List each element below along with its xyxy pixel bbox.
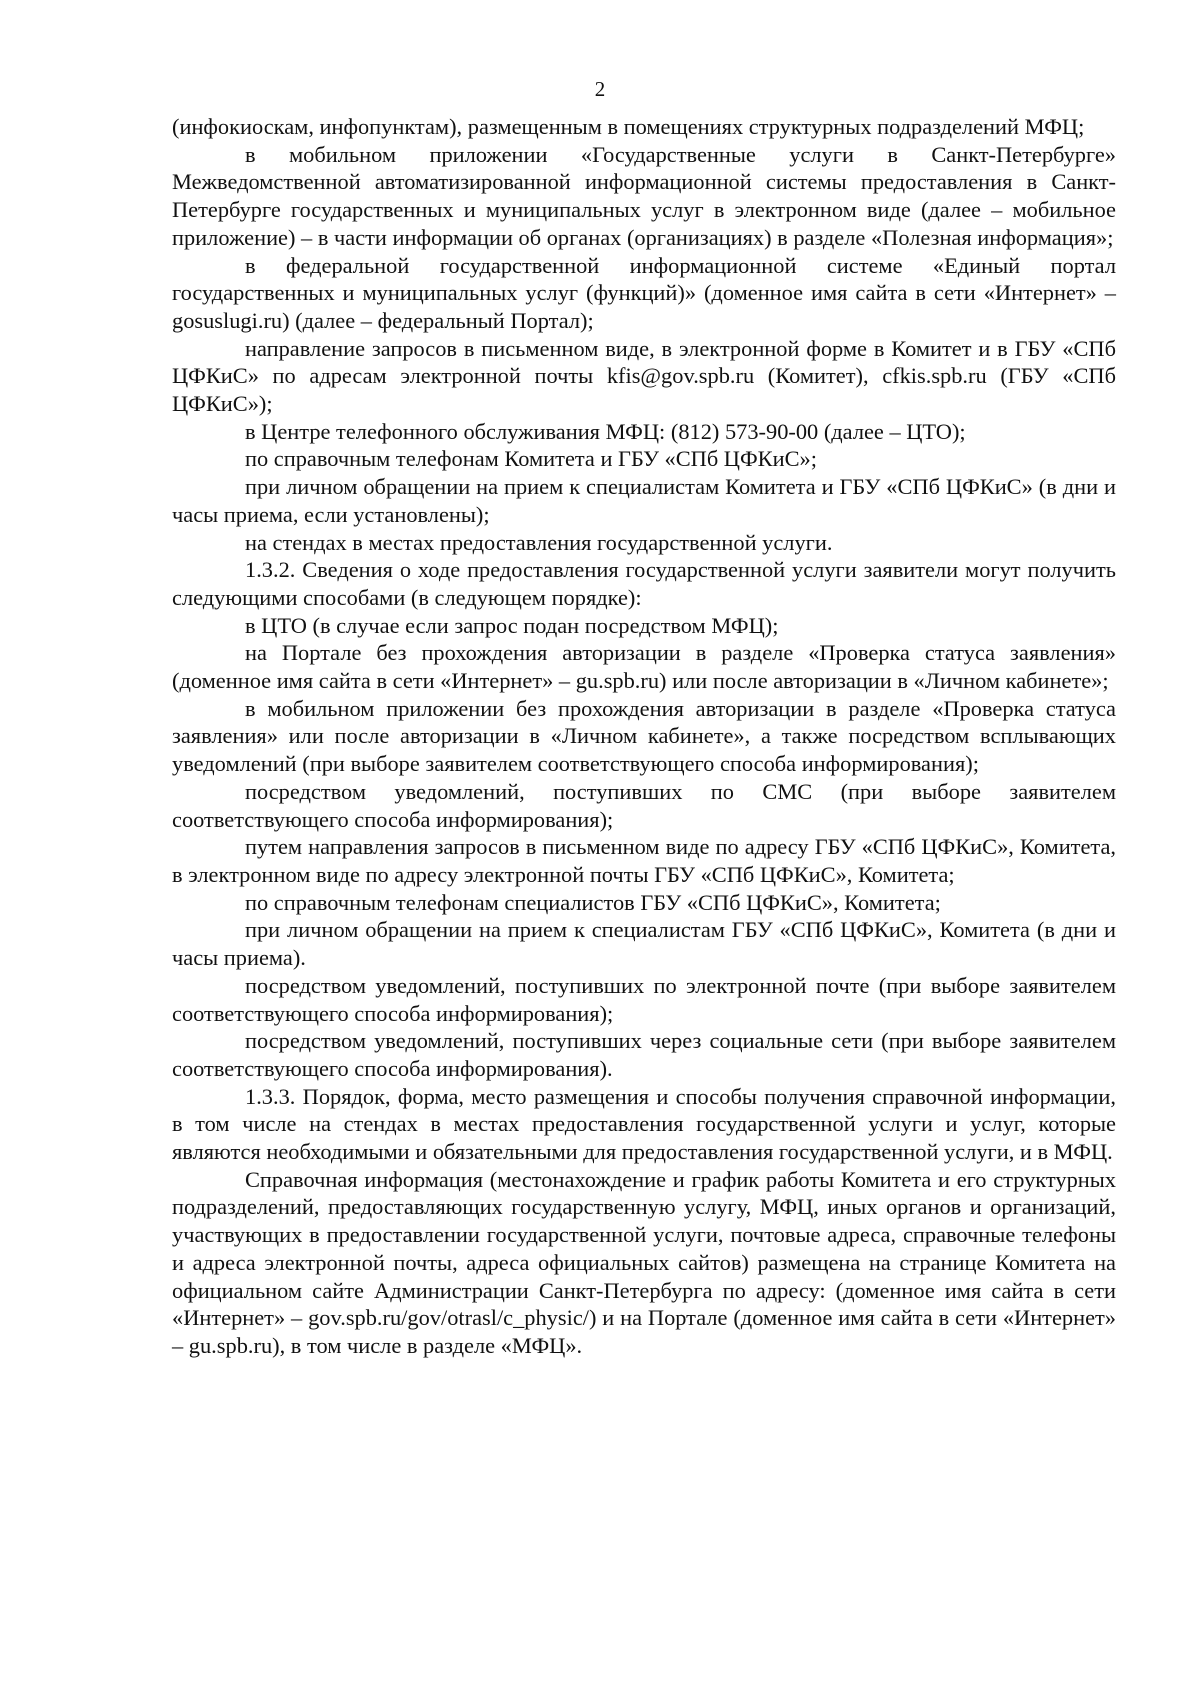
paragraph-call-center: в Центре телефонного обслуживания МФЦ: (812) 573-90-00 (далее – ЦТО); (245, 418, 966, 444)
paragraph-cto: в ЦТО (в случае если запрос подан посредством МФЦ); (245, 612, 779, 638)
paragraph-specialist-phones: по справочным телефонам специалистов ГБУ «СПб ЦФКиС», Комитета; (245, 889, 941, 915)
paragraph-mobile-status: в мобильном приложении без прохождения авторизации в разделе «Проверка статуса заявления» или после авторизации в «Личном кабинете», а также посредством всплывающих уведомлений (при выборе заявителем соответствующего способа информирования); (172, 695, 1116, 777)
paragraph-reference-info: Справочная информация (местонахождение и график работы Комитета и его структурных подразделений, предоставляющих государственную услугу, МФЦ, иных органов и организаций, участвующих в предоставлении государственной услуги, почтовые адреса, справочные телефоны и адреса электронной почты, адреса официальных сайтов) размещена на странице Комитета на официальном сайте Администрации Санкт-Петербурга по адресу: (доменное имя сайта в сети «Интернет» – gov.spb.ru/gov/otrasl/c_physic/) и на Портале (доменное имя сайта в сети «Интернет» – gu.spb.ru), в том числе в разделе «МФЦ». (172, 1166, 1116, 1358)
page-number: 2 (594, 77, 606, 101)
paragraph-federal-portal: в федеральной государственной информационной системе «Единый портал государственных и муниципальных услуг (функций)» (доменное имя сайта в сети «Интернет» – gosuslugi.ru) (далее – федеральный Портал); (172, 252, 1116, 333)
paragraph-stands: на стендах в местах предоставления государственной услуги. (245, 529, 833, 555)
paragraph-reference-phones: по справочным телефонам Комитета и ГБУ «СПб ЦФКиС»; (245, 446, 817, 472)
paragraph-portal-status: на Портале без прохождения авторизации в разделе «Проверка статуса заявления» (доменное имя сайта в сети «Интернет» – gu.spb.ru) или после авторизации в «Личном кабинете»; (172, 640, 1116, 694)
paragraph-email-notifications: посредством уведомлений, поступивших по электронной почте (при выборе заявителем соответствующего способа информирования); (172, 972, 1116, 1026)
document-body (172, 113, 1116, 1360)
paragraph-section-1-3-2: 1.3.2. Сведения о ходе предоставления государственной услуги заявители могут получить следующими способами (в следующем порядке): (172, 557, 1116, 610)
paragraph-personal-visit-2: при личном обращении на прием к специалистам ГБУ «СПб ЦФКиС», Комитета (в дни и часы приема). (172, 917, 1116, 971)
paragraph-sms: посредством уведомлений, поступивших по СМС (при выборе заявителем соответствующего способа информирования); (172, 778, 1116, 832)
paragraph-personal-visit: при личном обращении на прием к специалистам Комитета и ГБУ «СПб ЦФКиС» (в дни и часы приема, если установлены); (172, 474, 1116, 527)
paragraph-social-networks: посредством уведомлений, поступивших через социальные сети (при выборе заявителем соответствующего способа информирования). (172, 1028, 1116, 1081)
paragraph-section-1-3-3: 1.3.3. Порядок, форма, место размещения и способы получения справочной информации, в том числе на стендах в местах предоставления государственной услуги и услуг, которые являются необходимыми и обязательными для предоставления государственной услуги, и в МФЦ. (172, 1083, 1116, 1165)
paragraph-email-requests: направление запросов в письменном виде, в электронной форме в Комитет и в ГБУ «СПб ЦФКиС» по адресам электронной почты kfis@gov.spb.ru (Комитет), cfkis.spb.ru (ГБУ «СПб ЦФКиС»); (172, 335, 1116, 417)
paragraph-mobile-app: в мобильном приложении «Государственные услуги в Санкт-Петербурге» Межведомственной автоматизированной информационной системы предоставления в Санкт-Петербурге государственных и муниципальных услуг в электронном виде (далее – мобильное приложение) – в части информации об органах (организациях) в разделе «Полезная информация»; (172, 141, 1116, 250)
paragraph-written-requests: путем направления запросов в письменном виде по адресу ГБУ «СПб ЦФКиС», Комитета, в электронном виде по адресу электронной почты ГБУ «СПб ЦФКиС», Комитета; (172, 834, 1116, 887)
paragraph-continuation: (инфокиоскам, инфопунктам), размещенным в помещениях структурных подразделений МФЦ; (172, 114, 1085, 139)
